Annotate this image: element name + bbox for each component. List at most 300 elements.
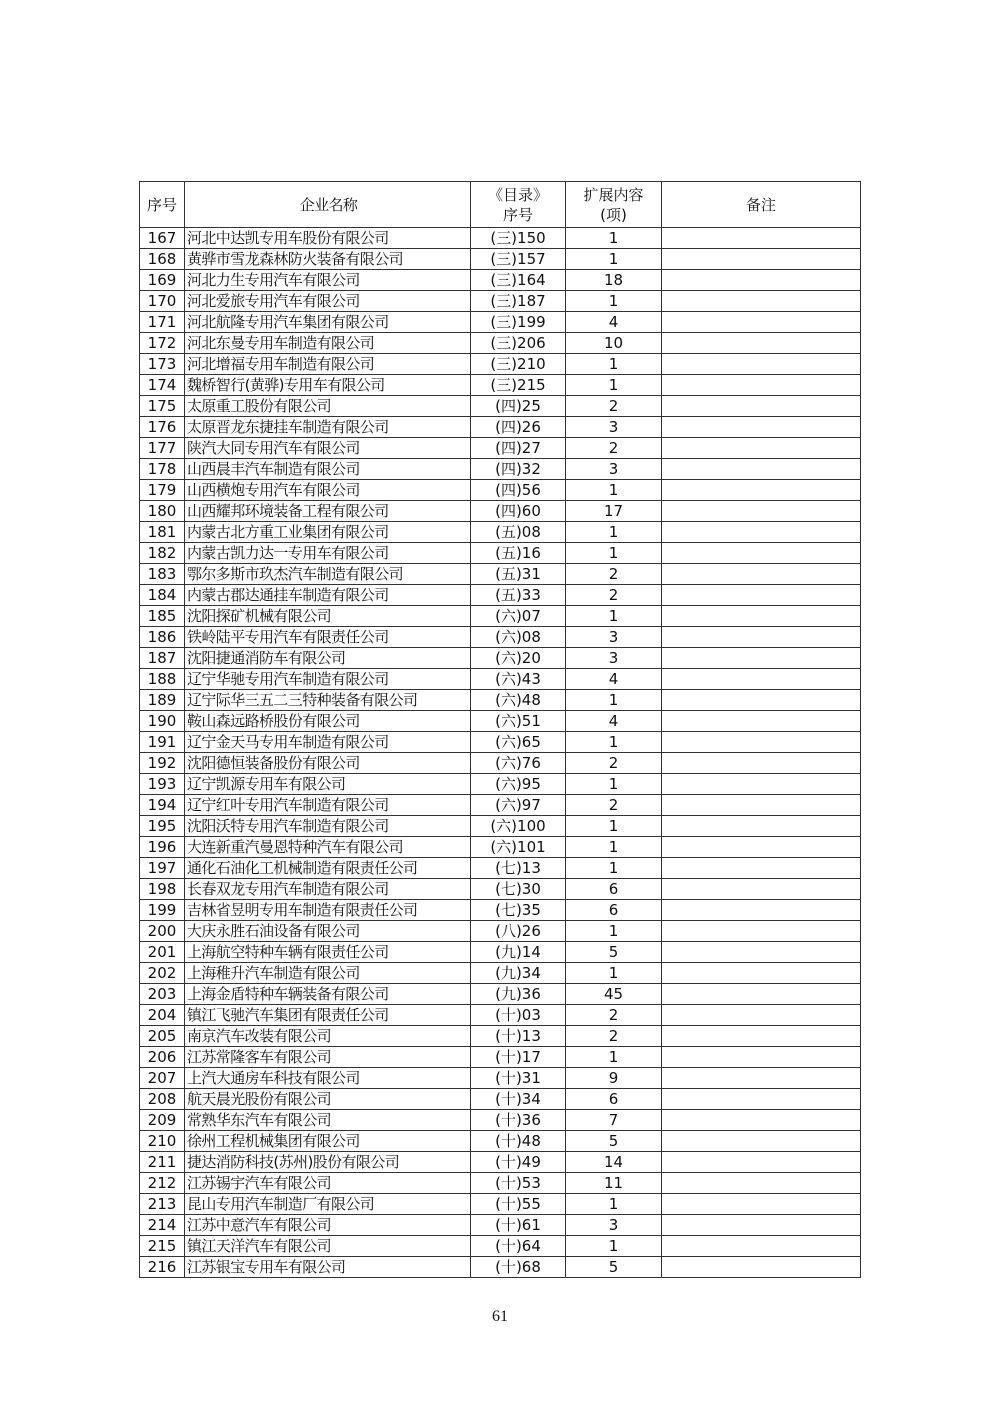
header-company-name: 企业名称 [185, 182, 471, 228]
row-extension-count: 2 [566, 585, 662, 606]
row-extension-count: 6 [566, 879, 662, 900]
row-serial-number: 172 [140, 333, 185, 354]
row-company-name: 上海金盾特种车辆装备有限公司 [185, 984, 471, 1005]
table-row [140, 1110, 861, 1131]
table-row [140, 1173, 861, 1194]
row-company-name: 辽宁凯源专用车有限公司 [185, 774, 471, 795]
row-remarks [662, 1089, 861, 1110]
row-extension-count: 2 [566, 753, 662, 774]
table-row [140, 753, 861, 774]
row-catalog-number: (三)210 [471, 354, 566, 375]
row-remarks [662, 1173, 861, 1194]
table-row [140, 396, 861, 417]
row-catalog-number: (六)43 [471, 669, 566, 690]
row-remarks [662, 564, 861, 585]
row-remarks [662, 753, 861, 774]
header-catalog-number [471, 182, 566, 228]
row-extension-count: 1 [566, 774, 662, 795]
row-company-name: 常熟华东汽车有限公司 [185, 1110, 471, 1131]
row-catalog-number: (六)100 [471, 816, 566, 837]
row-company-name: 江苏银宝专用车有限公司 [185, 1257, 471, 1278]
row-remarks [662, 1026, 861, 1047]
table-row [140, 1005, 861, 1026]
row-serial-number: 199 [140, 900, 185, 921]
row-serial-number: 205 [140, 1026, 185, 1047]
table-row [140, 984, 861, 1005]
row-remarks [662, 228, 861, 249]
row-remarks [662, 732, 861, 753]
row-serial-number: 181 [140, 522, 185, 543]
row-extension-count: 1 [566, 732, 662, 753]
row-catalog-number: (五)33 [471, 585, 566, 606]
row-company-name: 镇江飞驰汽车集团有限责任公司 [185, 1005, 471, 1026]
row-remarks [662, 543, 861, 564]
row-catalog-number: (十)13 [471, 1026, 566, 1047]
row-catalog-number: (十)48 [471, 1131, 566, 1152]
row-extension-count: 1 [566, 963, 662, 984]
row-remarks [662, 1068, 861, 1089]
row-extension-count: 1 [566, 249, 662, 270]
row-company-name: 通化石油化工机械制造有限责任公司 [185, 858, 471, 879]
row-catalog-number: (六)51 [471, 711, 566, 732]
table-row [140, 354, 861, 375]
row-serial-number: 194 [140, 795, 185, 816]
table-row [140, 879, 861, 900]
row-catalog-number: (六)65 [471, 732, 566, 753]
row-company-name: 昆山专用汽车制造厂有限公司 [185, 1194, 471, 1215]
row-extension-count: 4 [566, 711, 662, 732]
row-serial-number: 173 [140, 354, 185, 375]
row-company-name: 内蒙古郡达通挂车制造有限公司 [185, 585, 471, 606]
row-company-name: 辽宁际华三五二三特种装备有限公司 [185, 690, 471, 711]
row-extension-count: 2 [566, 564, 662, 585]
row-extension-count: 10 [566, 333, 662, 354]
row-remarks [662, 963, 861, 984]
row-remarks [662, 648, 861, 669]
row-company-name: 上海稚升汽车制造有限公司 [185, 963, 471, 984]
row-company-name: 辽宁红叶专用汽车制造有限公司 [185, 795, 471, 816]
table-row [140, 543, 861, 564]
row-serial-number: 206 [140, 1047, 185, 1068]
row-remarks [662, 354, 861, 375]
row-serial-number: 176 [140, 417, 185, 438]
row-company-name: 吉林省昱明专用车制造有限责任公司 [185, 900, 471, 921]
row-catalog-number: (四)27 [471, 438, 566, 459]
row-company-name: 太原重工股份有限公司 [185, 396, 471, 417]
table-row [140, 1215, 861, 1236]
row-extension-count: 6 [566, 1089, 662, 1110]
row-company-name: 内蒙古凯力达一专用车有限公司 [185, 543, 471, 564]
table-row [140, 942, 861, 963]
row-catalog-number: (十)53 [471, 1173, 566, 1194]
row-catalog-number: (六)07 [471, 606, 566, 627]
row-remarks [662, 585, 861, 606]
header-catalog-line1: 《目录》 [487, 185, 548, 204]
table-row [140, 690, 861, 711]
row-extension-count: 1 [566, 522, 662, 543]
row-company-name: 上海航空特种车辆有限责任公司 [185, 942, 471, 963]
row-remarks [662, 312, 861, 333]
header-extension-count [566, 182, 662, 228]
row-extension-count: 5 [566, 1131, 662, 1152]
table-body [140, 228, 861, 1278]
row-company-name: 辽宁华驰专用汽车制造有限公司 [185, 669, 471, 690]
row-remarks [662, 1110, 861, 1131]
row-serial-number: 196 [140, 837, 185, 858]
row-catalog-number: (四)60 [471, 501, 566, 522]
row-serial-number: 202 [140, 963, 185, 984]
row-remarks [662, 774, 861, 795]
row-company-name: 沈阳沃特专用汽车制造有限公司 [185, 816, 471, 837]
table-row [140, 291, 861, 312]
row-serial-number: 215 [140, 1236, 185, 1257]
header-ext-line2: (项) [600, 205, 627, 224]
row-extension-count: 18 [566, 270, 662, 291]
row-company-name: 捷达消防科技(苏州)股份有限公司 [185, 1152, 471, 1173]
header-serial-number: 序号 [140, 182, 185, 228]
table-row [140, 774, 861, 795]
row-serial-number: 177 [140, 438, 185, 459]
table-row [140, 564, 861, 585]
row-remarks [662, 1131, 861, 1152]
table-row [140, 858, 861, 879]
row-remarks [662, 522, 861, 543]
row-remarks [662, 879, 861, 900]
row-remarks [662, 459, 861, 480]
table-row [140, 312, 861, 333]
row-extension-count: 1 [566, 606, 662, 627]
row-remarks [662, 921, 861, 942]
table-row [140, 648, 861, 669]
header-remarks: 备注 [662, 182, 861, 228]
row-serial-number: 203 [140, 984, 185, 1005]
table-row [140, 333, 861, 354]
row-serial-number: 204 [140, 1005, 185, 1026]
row-catalog-number: (十)68 [471, 1257, 566, 1278]
table-row [140, 585, 861, 606]
row-extension-count: 2 [566, 1026, 662, 1047]
table-row [140, 795, 861, 816]
row-extension-count: 7 [566, 1110, 662, 1131]
table-row [140, 438, 861, 459]
row-serial-number: 171 [140, 312, 185, 333]
row-remarks [662, 1152, 861, 1173]
row-remarks [662, 1047, 861, 1068]
table-row [140, 1257, 861, 1278]
row-catalog-number: (六)76 [471, 753, 566, 774]
row-catalog-number: (六)20 [471, 648, 566, 669]
row-serial-number: 167 [140, 228, 185, 249]
header-ext-line1: 扩展内容 [583, 185, 644, 204]
table-row [140, 249, 861, 270]
row-remarks [662, 795, 861, 816]
row-catalog-number: (六)101 [471, 837, 566, 858]
table-row [140, 1236, 861, 1257]
row-extension-count: 4 [566, 669, 662, 690]
row-remarks [662, 333, 861, 354]
row-serial-number: 200 [140, 921, 185, 942]
table-row [140, 1131, 861, 1152]
row-catalog-number: (六)97 [471, 795, 566, 816]
table-row [140, 1047, 861, 1068]
row-extension-count: 2 [566, 795, 662, 816]
row-serial-number: 193 [140, 774, 185, 795]
row-company-name: 山西耀邦环境装备工程有限公司 [185, 501, 471, 522]
row-serial-number: 214 [140, 1215, 185, 1236]
row-catalog-number: (三)187 [471, 291, 566, 312]
row-serial-number: 180 [140, 501, 185, 522]
row-catalog-number: (六)08 [471, 627, 566, 648]
table-row [140, 1089, 861, 1110]
row-extension-count: 6 [566, 900, 662, 921]
row-serial-number: 211 [140, 1152, 185, 1173]
row-extension-count: 1 [566, 858, 662, 879]
row-company-name: 太原晋龙东捷挂车制造有限公司 [185, 417, 471, 438]
row-company-name: 河北航隆专用汽车集团有限公司 [185, 312, 471, 333]
row-company-name: 大庆永胜石油设备有限公司 [185, 921, 471, 942]
row-catalog-number: (三)150 [471, 228, 566, 249]
row-catalog-number: (三)206 [471, 333, 566, 354]
table-row [140, 1068, 861, 1089]
row-catalog-number: (八)26 [471, 921, 566, 942]
row-serial-number: 168 [140, 249, 185, 270]
row-extension-count: 2 [566, 438, 662, 459]
row-serial-number: 187 [140, 648, 185, 669]
row-catalog-number: (十)34 [471, 1089, 566, 1110]
row-serial-number: 182 [140, 543, 185, 564]
row-catalog-number: (三)215 [471, 375, 566, 396]
row-remarks [662, 816, 861, 837]
row-extension-count: 1 [566, 837, 662, 858]
row-company-name: 河北爱旅专用汽车有限公司 [185, 291, 471, 312]
row-serial-number: 212 [140, 1173, 185, 1194]
row-remarks [662, 1194, 861, 1215]
row-company-name: 大连新重汽曼恩特种汽车有限公司 [185, 837, 471, 858]
header-catalog-line2: 序号 [502, 205, 533, 224]
table-row [140, 732, 861, 753]
row-company-name: 河北中达凯专用车股份有限公司 [185, 228, 471, 249]
row-serial-number: 192 [140, 753, 185, 774]
row-remarks [662, 711, 861, 732]
row-serial-number: 188 [140, 669, 185, 690]
row-remarks [662, 984, 861, 1005]
row-extension-count: 1 [566, 543, 662, 564]
table-row [140, 1152, 861, 1173]
row-remarks [662, 375, 861, 396]
row-extension-count: 1 [566, 816, 662, 837]
enterprise-table [139, 181, 861, 1278]
row-company-name: 内蒙古北方重工业集团有限公司 [185, 522, 471, 543]
row-extension-count: 9 [566, 1068, 662, 1089]
table-row [140, 711, 861, 732]
row-catalog-number: (九)36 [471, 984, 566, 1005]
row-remarks [662, 837, 861, 858]
table-row [140, 480, 861, 501]
row-extension-count: 3 [566, 627, 662, 648]
row-remarks [662, 249, 861, 270]
row-company-name: 沈阳捷通消防车有限公司 [185, 648, 471, 669]
table-row [140, 627, 861, 648]
row-serial-number: 201 [140, 942, 185, 963]
table-row [140, 375, 861, 396]
row-serial-number: 170 [140, 291, 185, 312]
row-extension-count: 2 [566, 1005, 662, 1026]
row-catalog-number: (七)13 [471, 858, 566, 879]
row-catalog-number: (四)25 [471, 396, 566, 417]
table-row [140, 522, 861, 543]
row-extension-count: 1 [566, 690, 662, 711]
table-row [140, 1194, 861, 1215]
row-company-name: 上汽大通房车科技有限公司 [185, 1068, 471, 1089]
row-company-name: 河北增福专用车制造有限公司 [185, 354, 471, 375]
row-catalog-number: (四)32 [471, 459, 566, 480]
row-catalog-number: (四)26 [471, 417, 566, 438]
row-company-name: 鄂尔多斯市玖杰汽车制造有限公司 [185, 564, 471, 585]
row-catalog-number: (五)16 [471, 543, 566, 564]
row-catalog-number: (十)61 [471, 1215, 566, 1236]
row-serial-number: 183 [140, 564, 185, 585]
row-extension-count: 3 [566, 1215, 662, 1236]
row-company-name: 山西横炮专用汽车有限公司 [185, 480, 471, 501]
row-serial-number: 209 [140, 1110, 185, 1131]
row-company-name: 魏桥智行(黄骅)专用车有限公司 [185, 375, 471, 396]
row-extension-count: 45 [566, 984, 662, 1005]
row-catalog-number: (四)56 [471, 480, 566, 501]
row-extension-count: 1 [566, 921, 662, 942]
row-serial-number: 184 [140, 585, 185, 606]
row-company-name: 航天晨光股份有限公司 [185, 1089, 471, 1110]
row-extension-count: 1 [566, 1236, 662, 1257]
table-row [140, 606, 861, 627]
table-row [140, 963, 861, 984]
row-remarks [662, 480, 861, 501]
row-remarks [662, 627, 861, 648]
row-extension-count: 5 [566, 942, 662, 963]
row-company-name: 长春双龙专用汽车制造有限公司 [185, 879, 471, 900]
row-catalog-number: (十)17 [471, 1047, 566, 1068]
row-remarks [662, 1215, 861, 1236]
row-serial-number: 186 [140, 627, 185, 648]
row-catalog-number: (十)31 [471, 1068, 566, 1089]
table-row [140, 1026, 861, 1047]
row-catalog-number: (七)35 [471, 900, 566, 921]
row-company-name: 沈阳德恒装备股份有限公司 [185, 753, 471, 774]
table-row [140, 837, 861, 858]
row-catalog-number: (十)03 [471, 1005, 566, 1026]
row-catalog-number: (九)34 [471, 963, 566, 984]
row-serial-number: 198 [140, 879, 185, 900]
row-serial-number: 175 [140, 396, 185, 417]
row-remarks [662, 1005, 861, 1026]
row-extension-count: 14 [566, 1152, 662, 1173]
row-remarks [662, 858, 861, 879]
row-extension-count: 1 [566, 375, 662, 396]
table-row [140, 669, 861, 690]
row-serial-number: 195 [140, 816, 185, 837]
row-company-name: 山西晨丰汽车制造有限公司 [185, 459, 471, 480]
row-company-name: 沈阳探矿机械有限公司 [185, 606, 471, 627]
row-company-name: 河北力生专用汽车有限公司 [185, 270, 471, 291]
row-extension-count: 1 [566, 228, 662, 249]
row-remarks [662, 942, 861, 963]
row-company-name: 江苏锡宇汽车有限公司 [185, 1173, 471, 1194]
row-company-name: 陕汽大同专用汽车有限公司 [185, 438, 471, 459]
row-remarks [662, 417, 861, 438]
row-remarks [662, 291, 861, 312]
row-serial-number: 179 [140, 480, 185, 501]
row-serial-number: 189 [140, 690, 185, 711]
table-row [140, 270, 861, 291]
row-company-name: 鞍山森远路桥股份有限公司 [185, 711, 471, 732]
row-company-name: 铁岭陆平专用汽车有限责任公司 [185, 627, 471, 648]
row-catalog-number: (六)95 [471, 774, 566, 795]
row-serial-number: 216 [140, 1257, 185, 1278]
row-serial-number: 208 [140, 1089, 185, 1110]
row-remarks [662, 270, 861, 291]
row-extension-count: 3 [566, 417, 662, 438]
row-remarks [662, 606, 861, 627]
row-extension-count: 3 [566, 459, 662, 480]
table-row [140, 417, 861, 438]
page-number: 61 [492, 1308, 508, 1325]
row-serial-number: 178 [140, 459, 185, 480]
row-company-name: 徐州工程机械集团有限公司 [185, 1131, 471, 1152]
row-extension-count: 11 [566, 1173, 662, 1194]
table-row [140, 228, 861, 249]
row-company-name: 镇江天洋汽车有限公司 [185, 1236, 471, 1257]
table-row [140, 921, 861, 942]
row-serial-number: 190 [140, 711, 185, 732]
row-serial-number: 185 [140, 606, 185, 627]
row-company-name: 河北东曼专用车制造有限公司 [185, 333, 471, 354]
row-remarks [662, 501, 861, 522]
row-company-name: 辽宁金天马专用车制造有限公司 [185, 732, 471, 753]
row-company-name: 江苏中意汽车有限公司 [185, 1215, 471, 1236]
row-catalog-number: (十)36 [471, 1110, 566, 1131]
row-remarks [662, 396, 861, 417]
row-catalog-number: (七)30 [471, 879, 566, 900]
row-catalog-number: (三)199 [471, 312, 566, 333]
table-row [140, 501, 861, 522]
row-extension-count: 2 [566, 396, 662, 417]
row-catalog-number: (五)31 [471, 564, 566, 585]
row-catalog-number: (三)164 [471, 270, 566, 291]
row-serial-number: 191 [140, 732, 185, 753]
row-serial-number: 174 [140, 375, 185, 396]
row-remarks [662, 900, 861, 921]
row-catalog-number: (十)64 [471, 1236, 566, 1257]
row-extension-count: 1 [566, 1194, 662, 1215]
row-catalog-number: (三)157 [471, 249, 566, 270]
row-remarks [662, 438, 861, 459]
row-remarks [662, 690, 861, 711]
row-extension-count: 4 [566, 312, 662, 333]
row-extension-count: 3 [566, 648, 662, 669]
row-extension-count: 1 [566, 354, 662, 375]
row-serial-number: 210 [140, 1131, 185, 1152]
row-serial-number: 197 [140, 858, 185, 879]
row-catalog-number: (十)55 [471, 1194, 566, 1215]
row-remarks [662, 669, 861, 690]
row-extension-count: 1 [566, 1047, 662, 1068]
row-company-name: 黄骅市雪龙森林防火装备有限公司 [185, 249, 471, 270]
row-extension-count: 1 [566, 291, 662, 312]
row-catalog-number: (十)49 [471, 1152, 566, 1173]
row-extension-count: 1 [566, 480, 662, 501]
row-remarks [662, 1257, 861, 1278]
table-row [140, 459, 861, 480]
row-company-name: 江苏常隆客车有限公司 [185, 1047, 471, 1068]
